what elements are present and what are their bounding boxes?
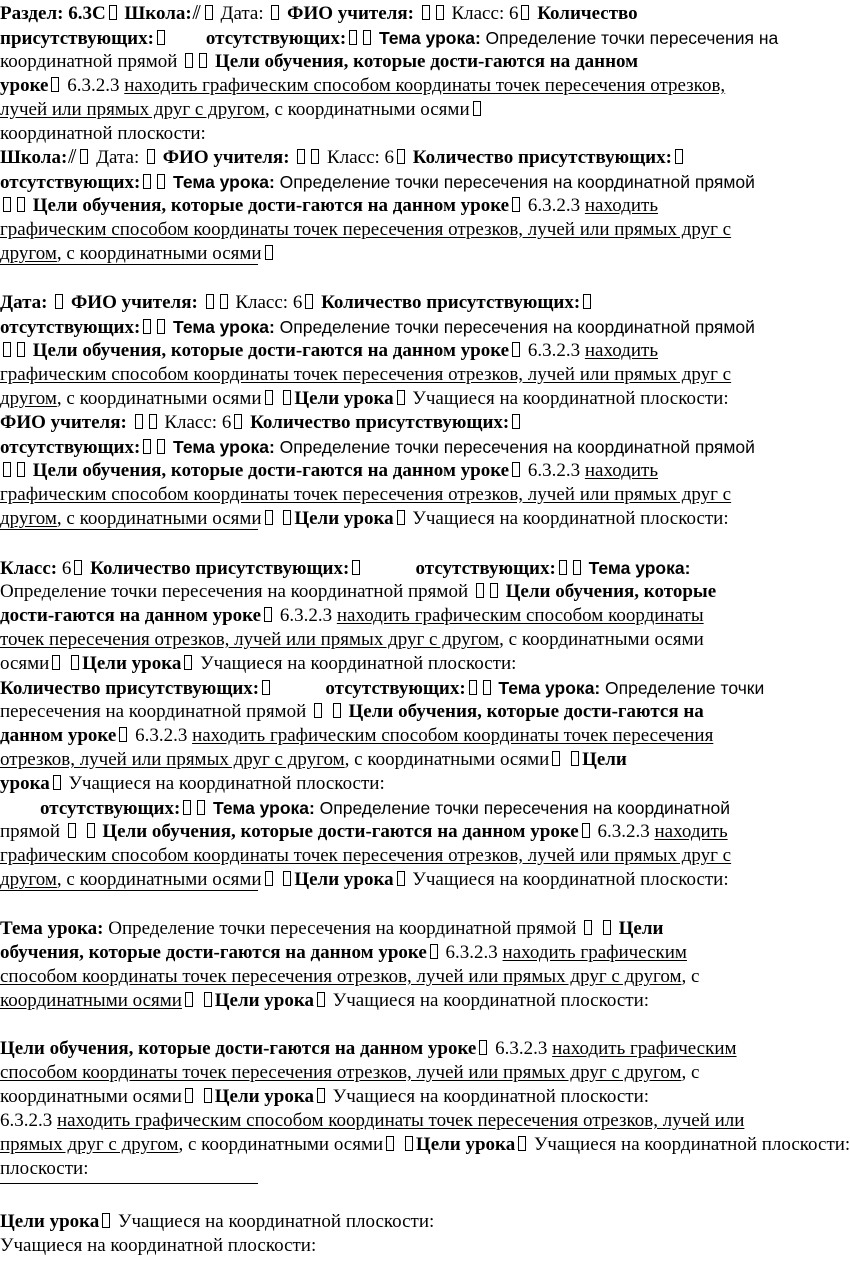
doc-line (0, 652, 816, 676)
doc-line (0, 556, 816, 580)
box-glyph (349, 30, 357, 45)
box-glyph (199, 53, 207, 68)
objective-code: 6.3.2.3 (597, 821, 650, 842)
class-label: Класс (164, 412, 212, 433)
doc-line (0, 917, 816, 941)
attendance-label: Количество (537, 3, 638, 24)
doc-line (0, 796, 816, 820)
lesson-topic-label: Тема урока: (588, 558, 691, 578)
doc-line (0, 868, 816, 892)
objective-tail: осями (0, 653, 50, 674)
goals-label: Цели обучения, которые дости-гаются на данном (214, 51, 639, 72)
lesson-goal-text: Учащиеся на координатной плоскости: (412, 508, 729, 529)
lesson-topic-label: Тема урока: (173, 437, 275, 457)
spacer (0, 1186, 816, 1210)
box-glyph (206, 294, 214, 309)
box-glyph (436, 5, 444, 20)
goals-label: Цели обучения, которые дости-гаются на данном уроке (102, 821, 579, 842)
section-value: 6.3С (68, 3, 106, 24)
section-label: Раздел: (0, 3, 64, 24)
box-glyph (119, 727, 127, 742)
goals-label: обучения, которые дости-гаются на данном уроке (0, 942, 427, 963)
box-glyph (469, 680, 477, 695)
doc-line (0, 1157, 816, 1181)
spacer (0, 267, 816, 291)
box-glyph (157, 174, 165, 189)
box-glyph (512, 462, 520, 477)
date-label: Дата (220, 3, 259, 24)
box-glyph (74, 560, 82, 575)
doc-line (0, 1210, 816, 1234)
box-glyph (157, 30, 165, 45)
box-glyph (147, 149, 155, 164)
box-glyph (17, 462, 25, 477)
box-glyph (386, 1136, 394, 1151)
box-glyph (314, 703, 322, 718)
objective-text: другом (0, 243, 57, 264)
box-glyph (582, 823, 590, 838)
box-glyph (397, 390, 405, 405)
lesson-goals-label: урока (0, 773, 50, 794)
objective-tail: , с (499, 629, 518, 650)
box-glyph (603, 920, 611, 935)
box-glyph (264, 607, 272, 622)
objective-text: находить графическим способом координаты точек пересечения отрезков, (124, 75, 726, 96)
objective-code: 6.3.2.3 (527, 195, 581, 216)
box-glyph (87, 823, 95, 838)
objective-text: находить графическим (552, 1038, 737, 1059)
class-label: Класс (451, 3, 499, 24)
date-label: Дата: (0, 292, 48, 313)
box-glyph (363, 30, 371, 45)
absent-label: отсутствующих: (40, 798, 181, 819)
lesson-goals-label: Цели урока (415, 1134, 516, 1155)
objective-code: 6.3.2.3 (495, 1038, 548, 1059)
doc-line (0, 339, 816, 363)
box-glyph (552, 751, 560, 766)
doc-line: Школа:⫽ Дата: ФИО учителя: Класс: 6 Количество присутствующих: (0, 146, 816, 170)
box-glyph (512, 342, 520, 357)
school-label: Школа: (124, 3, 192, 24)
box-glyph (265, 871, 273, 886)
doc-line (0, 315, 816, 339)
doc-line (0, 50, 816, 74)
box-glyph (283, 390, 291, 405)
attendance-label: Количество присутствующих: (90, 558, 350, 579)
objective-code: 6.3.2.3 (445, 942, 498, 963)
objective-text: находить графическим (502, 942, 687, 963)
lesson-goals-label: Цели урока (214, 990, 315, 1011)
date-label: Дата (96, 147, 134, 168)
school-label: Школа: (0, 147, 68, 168)
doc-line (0, 507, 816, 531)
objective-text: другом (0, 508, 57, 529)
absent-label: отсутствующих: (325, 678, 466, 699)
doc-line (0, 989, 816, 1013)
divider (0, 1183, 258, 1184)
objective-code: 6.3.2.3 (0, 1110, 53, 1131)
box-glyph (3, 342, 11, 357)
box-glyph (483, 680, 491, 695)
objective-tail: , с координатными осями (344, 749, 550, 770)
absent-label: отсутствующих: (0, 437, 141, 458)
box-glyph (53, 775, 61, 790)
lesson-topic: Определение точки (605, 678, 765, 698)
box-glyph (490, 583, 498, 598)
objective-tail: , с координатными осями (56, 869, 262, 890)
box-glyph (80, 149, 88, 164)
box-glyph (3, 462, 11, 477)
box-glyph (311, 149, 319, 164)
doc-line (0, 242, 816, 266)
absent-label: отсутствующих: (415, 558, 556, 579)
absent-label: отсутствующих: (0, 172, 141, 193)
class-label: Класс: (0, 558, 58, 579)
objective-text: находить графическим способом координаты (336, 605, 704, 626)
box-glyph (185, 53, 193, 68)
box-glyph (573, 560, 581, 575)
doc-line (0, 122, 816, 146)
objective-code: 6.3.2.3 (527, 460, 581, 481)
lesson-topic-label: Тема урока: (173, 317, 275, 337)
class-label: Класс (327, 147, 375, 168)
doc-line (0, 628, 816, 652)
doc-line (0, 483, 816, 507)
objective-tail: координатной плоскости: (0, 123, 206, 144)
box-glyph (352, 560, 360, 575)
box-glyph (204, 992, 212, 1007)
objective-tail: координатными осями (521, 629, 704, 650)
doc-line (0, 941, 816, 965)
box-glyph (297, 149, 305, 164)
goals-label: Цели обучения, которые дости-гаются на (348, 701, 704, 722)
lesson-topic-label: Тема урока: (0, 918, 104, 939)
box-glyph (183, 800, 191, 815)
goals-label: Цели обучения, которые дости-гаются на данном уроке (32, 195, 510, 216)
objective-tail: , с (681, 966, 700, 987)
lesson-topic-label: Тема урока: (378, 28, 481, 48)
objective-code: 6.3.2.3 (527, 340, 581, 361)
class-value: 6 (508, 3, 519, 24)
box-glyph (397, 871, 405, 886)
doc-line (0, 772, 816, 796)
lesson-topic: Определение точки пересечения на координатной прямой (279, 172, 755, 192)
objective-code: 6.3.2.3 (279, 605, 333, 626)
goals-label: Цели обучения, которые дости-гаются на данном уроке (32, 340, 510, 361)
absent-label: отсутствующих: (0, 317, 141, 338)
lesson-goal-text: Учащиеся на координатной плоскости: (533, 1134, 850, 1155)
box-glyph (333, 703, 341, 718)
box-glyph (512, 414, 520, 429)
objective-text: другом (0, 388, 57, 409)
box-glyph (102, 1213, 110, 1228)
lesson-goal-text: Учащиеся на координатной плоскости: (412, 869, 729, 890)
teacher-label: ФИО учителя: (0, 412, 127, 433)
lesson-topic-label: Тема урока: (173, 172, 275, 192)
box-glyph (479, 1040, 487, 1055)
lesson-topic: Определение точки пересечения на координатной прямой (108, 918, 577, 939)
objective-text: находить графическим способом координаты точек пересечения (192, 725, 714, 746)
doc-line (0, 676, 816, 700)
class-value: 6 (292, 292, 303, 313)
box-glyph (157, 319, 165, 334)
objective-tail: , с координатными осями (56, 508, 262, 529)
objective-text: отрезков, лучей или прямых друг с другом (0, 749, 345, 770)
box-glyph (305, 294, 313, 309)
class-label: Класс (235, 292, 283, 313)
doc-line (0, 965, 816, 989)
doc-line (0, 26, 816, 50)
box-glyph (204, 1088, 212, 1103)
lesson-topic: координатной прямой (0, 51, 178, 72)
lesson-goals-label: Цели урока (0, 1211, 100, 1232)
lesson-goals-label: Цели урока (294, 508, 394, 529)
objective-text: способом координаты точек пересечения отрезков, лучей или прямых друг с другом (0, 1062, 682, 1083)
objective-text: прямых друг с другом (0, 1134, 179, 1155)
absent-label: отсутствующих: (205, 28, 347, 49)
goals-label: Цели обучения, которые дости-гаются на данном уроке (32, 460, 510, 481)
lesson-topic: прямой (0, 821, 61, 842)
box-glyph (559, 560, 567, 575)
box-glyph (283, 871, 291, 886)
objective-text: графическим способом координаты точек пересечения отрезков, лучей или прямых друг с (0, 845, 732, 866)
lesson-topic: Определение точки пересечения на координатной (319, 798, 731, 818)
goals-label: дости-гаются на данном уроке (0, 605, 262, 626)
doc-line (0, 1234, 816, 1258)
lesson-topic: пересечения на координатной прямой (0, 701, 307, 722)
doc-line (0, 1037, 816, 1061)
lesson-goal-text: Учащиеся на координатной плоскости: (118, 1211, 435, 1232)
teacher-label: ФИО учителя: (70, 292, 198, 313)
spacer (0, 532, 816, 556)
box-glyph (571, 751, 579, 766)
objective-code: 6.3.2.3 (135, 725, 188, 746)
lesson-topic: Определение точки пересечения на (485, 28, 779, 48)
box-glyph (157, 439, 165, 454)
box-glyph (143, 174, 151, 189)
attendance-label: присутствующих: (0, 28, 154, 49)
doc-line (0, 459, 816, 483)
doc-line: ФИО учителя: Класс: 6 Количество присутствующих: (0, 411, 816, 435)
box-glyph (271, 5, 279, 20)
box-glyph (265, 390, 273, 405)
objective-text: находить графическим способом координаты точек пересечения отрезков, лучей или (57, 1110, 745, 1131)
box-glyph (184, 655, 192, 670)
goals-label: Цели обучения, которые дости-гаются на данном уроке (0, 1038, 477, 1059)
doc-line (0, 1085, 816, 1109)
box-glyph (397, 510, 405, 525)
objective-text: находить (584, 460, 659, 481)
box-glyph (55, 294, 63, 309)
box-glyph (185, 1088, 193, 1103)
teacher-label: ФИО учителя: (287, 3, 414, 24)
box-glyph (52, 655, 60, 670)
objective-text: графическим способом координаты точек пересечения отрезков, лучей или прямых друг с (0, 219, 732, 240)
box-glyph (473, 101, 481, 116)
doc-line (0, 844, 816, 868)
box-glyph (422, 5, 430, 20)
doc-line (0, 194, 816, 218)
box-glyph (317, 1088, 325, 1103)
box-glyph (397, 149, 405, 164)
box-glyph (234, 414, 242, 429)
objective-text: графическим способом координаты точек пересечения отрезков, лучей или прямых друг с (0, 484, 732, 505)
doc-line: Дата: ФИО учителя: Класс: 6 Количество присутствующих: (0, 291, 816, 315)
objective-text: находить (584, 195, 659, 216)
spacer (0, 893, 816, 917)
box-glyph (143, 439, 151, 454)
doc-line (0, 170, 816, 194)
doc-line (0, 387, 816, 411)
box-glyph (135, 414, 143, 429)
lesson-goal-text: Учащиеся на координатной плоскости: (412, 388, 729, 409)
doc-line (0, 748, 816, 772)
box-glyph (675, 149, 683, 164)
goals-label: Цели обучения, которые (505, 581, 717, 602)
box-glyph (317, 992, 325, 1007)
box-glyph (17, 197, 25, 212)
objective-tail: , с координатными осями (178, 1134, 384, 1155)
lesson-topic: Определение точки пересечения на координатной прямой (279, 437, 755, 457)
box-glyph (3, 197, 11, 212)
box-glyph (265, 510, 273, 525)
doc-line (0, 700, 816, 724)
attendance-label: Количество присутствующих: (321, 292, 581, 313)
box-glyph (430, 944, 438, 959)
attendance-label: Количество присутствующих: (250, 412, 510, 433)
lesson-goal-text: Учащиеся на координатной плоскости: (332, 1086, 650, 1107)
box-glyph (512, 197, 520, 212)
doc-line (0, 435, 816, 459)
objective-text: точек пересечения отрезков, лучей или прямых друг с другом (0, 629, 500, 650)
lesson-goal-text: Учащиеся на координатной плоскости: (0, 1235, 317, 1256)
objective-tail: плоскости: (0, 1158, 89, 1179)
class-value: 6 (61, 558, 72, 579)
lesson-goal-text: Учащиеся на координатной плоскости: (332, 990, 650, 1011)
box-glyph (68, 823, 76, 838)
box-glyph (197, 800, 205, 815)
doc-line (0, 1133, 850, 1157)
slash-glyph: ⫽ (68, 147, 77, 168)
doc-line (0, 74, 816, 98)
doc-line (0, 363, 816, 387)
box-glyph (583, 294, 591, 309)
lesson-topic-label: Тема урока: (213, 798, 315, 818)
lesson-goals-label: Цели (582, 749, 627, 770)
goals-label: Цели (618, 918, 664, 939)
box-glyph (262, 680, 270, 695)
objective-text: находить (584, 340, 659, 361)
objective-text: находить (654, 821, 728, 842)
doc-line: Раздел: 6.3С Школа:⫽ Дата: ФИО учителя: Класс: 6 Количество (0, 3, 638, 24)
box-glyph (149, 414, 157, 429)
box-glyph (109, 5, 117, 20)
lesson-goals-label: Цели урока (294, 869, 394, 890)
lesson-goal-text: Учащиеся на координатной плоскости: (68, 773, 385, 794)
objective-text: лучей или прямых друг с другом (0, 99, 265, 120)
lesson-goals-label: Цели урока (214, 1086, 315, 1107)
doc-line (0, 98, 816, 122)
box-glyph (405, 1136, 413, 1151)
box-glyph (220, 294, 228, 309)
doc-line (0, 1061, 816, 1085)
box-glyph (265, 245, 273, 260)
doc-line (0, 820, 816, 844)
class-value: 6 (221, 412, 232, 433)
box-glyph (17, 342, 25, 357)
box-glyph (185, 992, 193, 1007)
objective-text: способом координаты точек пересечения отрезков, лучей или прямых друг с другом (0, 966, 682, 987)
slash-glyph: ⫽ (192, 3, 201, 24)
lesson-goals-label: Цели урока (82, 653, 182, 674)
box-glyph (521, 5, 529, 20)
teacher-label: ФИО учителя: (162, 147, 290, 168)
doc-line (0, 604, 816, 628)
objective-text: другом (0, 869, 57, 890)
box-glyph (584, 920, 592, 935)
spacer (0, 1013, 816, 1037)
box-glyph (518, 1136, 526, 1151)
objective-tail: координатными осями (0, 990, 182, 1011)
box-glyph (143, 319, 151, 334)
attendance-label: Количество присутствующих: (0, 678, 260, 699)
objective-tail: , с координатными осями (56, 388, 262, 409)
objective-code: 6.3.2.3 (67, 75, 120, 96)
lesson-topic-label: Тема урока: (498, 678, 601, 698)
box-glyph (205, 5, 213, 20)
objective-tail: , с координатными осями (264, 99, 470, 120)
objective-tail: координатными осями (0, 1086, 182, 1107)
objective-text: графическим способом координаты точек пересечения отрезков, лучей или прямых друг с (0, 364, 732, 385)
doc-line (0, 1109, 816, 1133)
box-glyph (51, 77, 59, 92)
objective-tail: , с координатными осями (56, 243, 262, 264)
doc-line (0, 580, 816, 604)
box-glyph (283, 510, 291, 525)
lesson-goals-label: Цели урока (294, 388, 394, 409)
goals-label: данном уроке (0, 725, 117, 746)
box-glyph (476, 583, 484, 598)
box-glyph (71, 655, 79, 670)
doc-line (0, 218, 816, 242)
lesson-topic: Определение точки пересечения на координатной прямой (279, 317, 755, 337)
class-value: 6 (384, 147, 395, 168)
objective-tail: , с (681, 1062, 700, 1083)
attendance-label: Количество присутствующих: (412, 147, 672, 168)
lesson-topic: Определение точки пересечения на координатной прямой (0, 581, 469, 602)
lesson-goal-text: Учащиеся на координатной плоскости: (200, 653, 517, 674)
goals-label: уроке (0, 75, 49, 96)
doc-line (0, 724, 816, 748)
